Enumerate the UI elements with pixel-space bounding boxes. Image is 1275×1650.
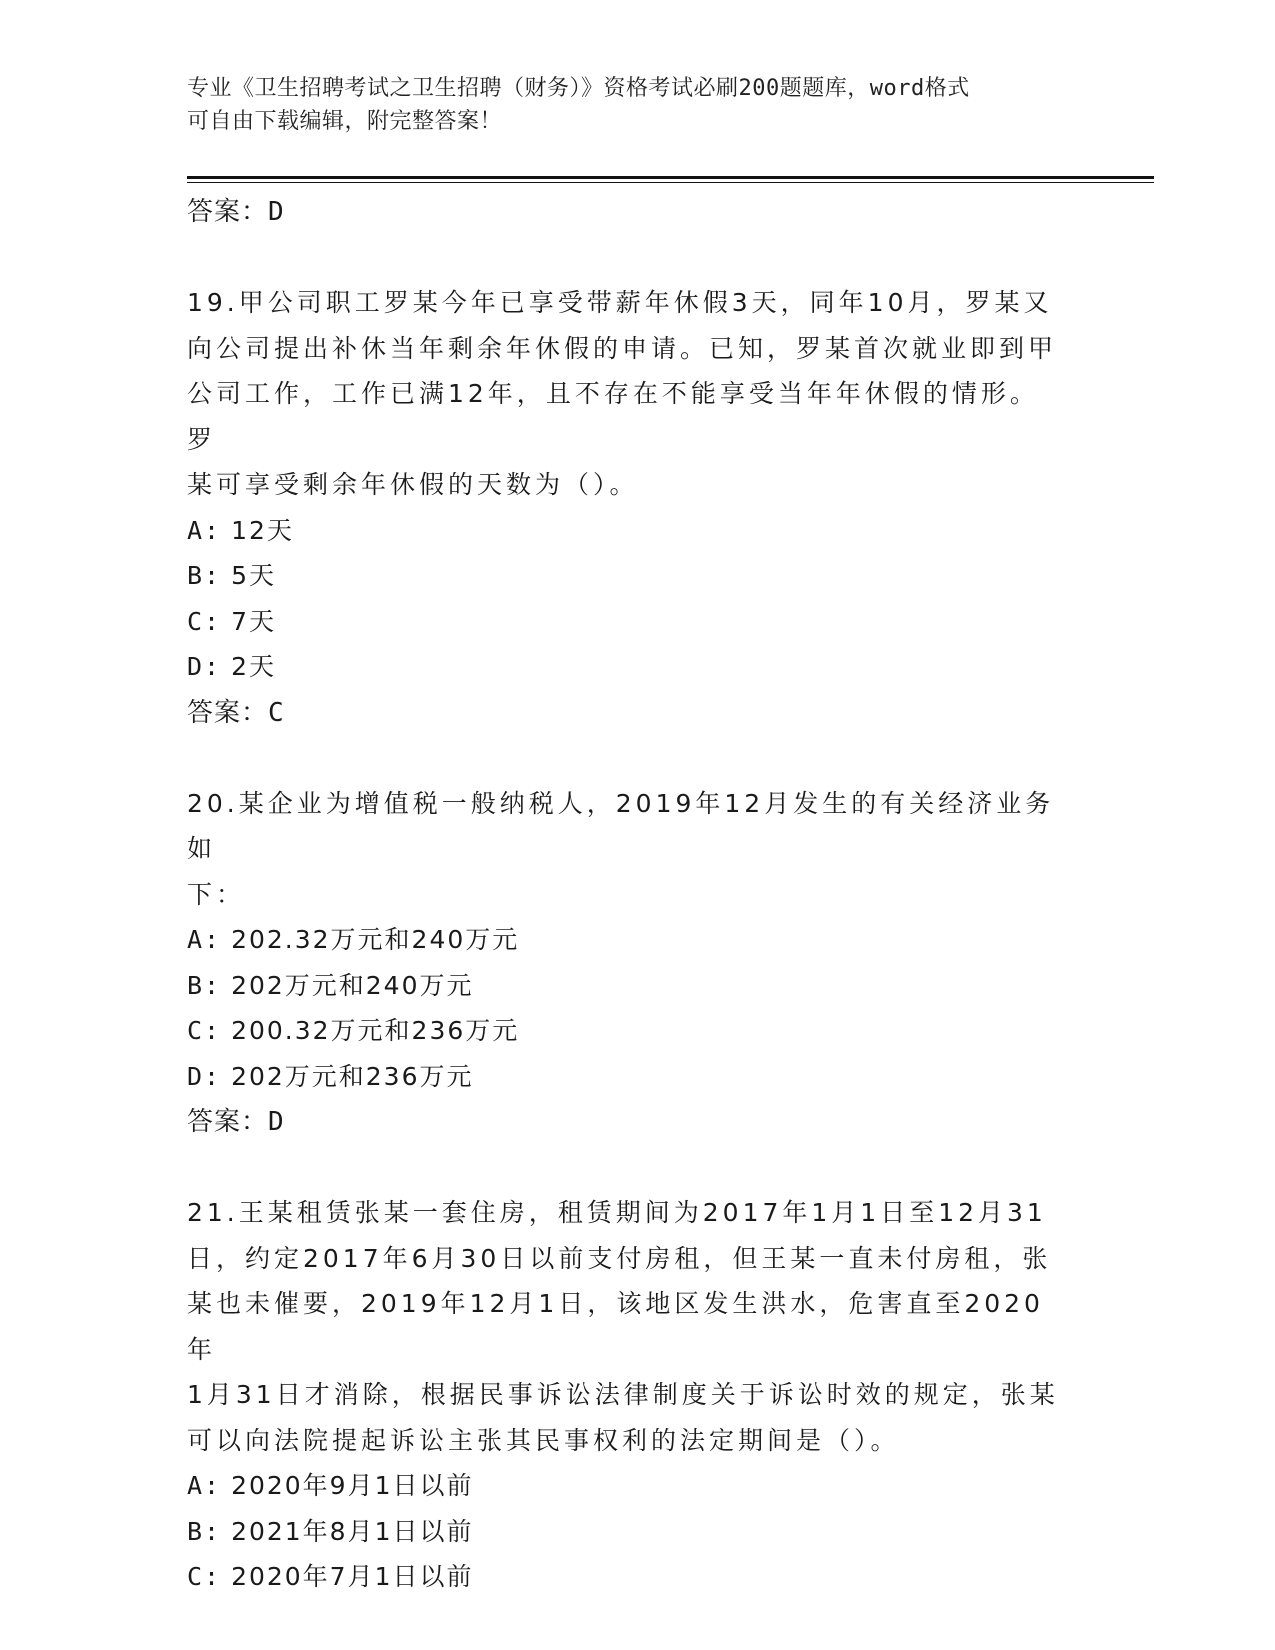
option-letter: A:	[187, 1471, 222, 1500]
option-letter: D:	[187, 1061, 222, 1091]
option-c	[187, 1008, 1067, 1054]
option-letter: D:	[187, 652, 222, 681]
option-text: 200.32万元和236万元	[231, 1016, 520, 1045]
option-letter: A:	[187, 515, 222, 545]
question-text	[187, 1190, 1067, 1463]
question-text	[187, 781, 1067, 918]
question-19	[187, 280, 1067, 736]
question-20	[187, 781, 1067, 1146]
option-text: 202万元和240万元	[231, 970, 474, 1000]
option-letter: C:	[187, 1016, 222, 1045]
question-line: 某可享受剩余年休假的天数为（）。	[187, 470, 639, 499]
option-text: 202.32万元和240万元	[231, 925, 520, 954]
option-b	[187, 963, 1067, 1009]
question-line: 日，约定2017年6月30日以前支付房租，但王某一直未付房租，张	[187, 1243, 1052, 1273]
question-line: 某也未催要，2019年12月1日，该地区发生洪水，危害直至2020年	[187, 1289, 1044, 1364]
option-text: 2020年7月1日以前	[231, 1562, 474, 1591]
question-text	[187, 280, 1067, 508]
option-b	[187, 1509, 1067, 1555]
question-line: 可以向法院提起诉讼主张其民事权利的法定期间是（）。	[187, 1425, 900, 1455]
option-letter: B:	[187, 1516, 222, 1546]
question-line: 公司工作，工作已满12年，且不存在不能享受当年年休假的情形。罗	[187, 379, 1039, 454]
option-c	[187, 599, 1067, 645]
answer-line: 答案：D	[187, 1107, 285, 1137]
answer-line: 答案：D	[187, 197, 285, 227]
option-text: 2020年9月1日以前	[231, 1471, 474, 1500]
option-text: 202万元和236万元	[231, 1061, 474, 1091]
option-a	[187, 508, 1067, 554]
option-d	[187, 644, 1067, 690]
document-header	[187, 72, 1067, 138]
option-a	[187, 1463, 1067, 1509]
option-letter: B:	[187, 970, 222, 1000]
header-line-2: 可自由下载编辑，附完整答案！	[187, 109, 503, 134]
option-text: 7天	[231, 606, 276, 636]
option-letter: A:	[187, 925, 222, 954]
question-line: 下：	[187, 879, 246, 909]
option-letter: B:	[187, 561, 222, 590]
header-line-1: 专业《卫生招聘考试之卫生招聘（财务）》资格考试必刷200题题库，word格式	[187, 76, 970, 101]
question-21	[187, 1190, 1067, 1600]
option-letter: C:	[187, 606, 222, 636]
question-line: 1月31日才消除，根据民事诉讼法律制度关于诉讼时效的规定，张某	[187, 1380, 1059, 1409]
option-c	[187, 1554, 1067, 1600]
option-b	[187, 553, 1067, 599]
option-letter: C:	[187, 1562, 222, 1591]
option-text: 12天	[231, 515, 294, 545]
option-text: 2021年8月1日以前	[231, 1516, 474, 1546]
option-d	[187, 1054, 1067, 1100]
document-body	[187, 189, 1067, 1600]
option-text: 2天	[231, 652, 276, 681]
question-line: 19.甲公司职工罗某今年已享受带薪年休假3天，同年10月，罗某又	[187, 288, 1053, 317]
option-text: 5天	[231, 561, 276, 590]
answer-line: 答案：C	[187, 697, 285, 728]
header-rule-thick	[187, 176, 1154, 179]
header-rule-thin	[187, 182, 1154, 183]
question-line: 21.王某租赁张某一套住房，租赁期间为2017年1月1日至12月31	[187, 1198, 1047, 1227]
question-line: 向公司提出补休当年剩余年休假的申请。已知，罗某首次就业即到甲	[187, 333, 1058, 363]
option-a	[187, 917, 1067, 963]
question-line: 20.某企业为增值税一般纳税人，2019年12月发生的有关经济业务如	[187, 788, 1055, 863]
